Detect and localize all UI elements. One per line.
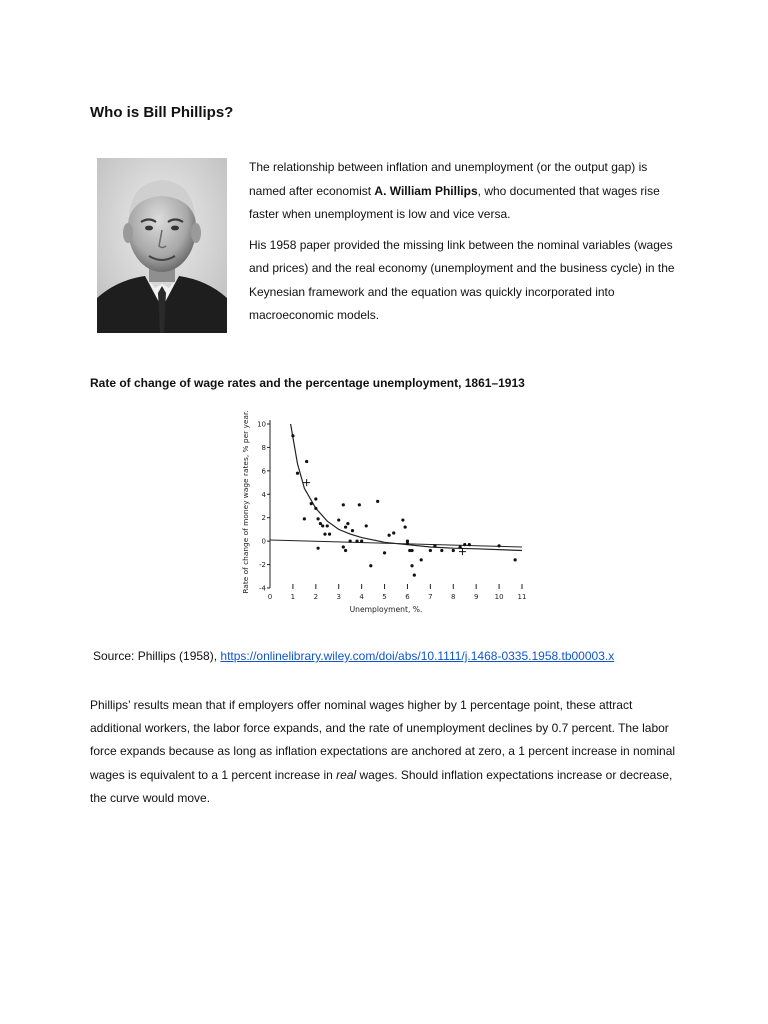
data-point	[452, 549, 455, 552]
y-tick-label: 2	[261, 514, 266, 523]
data-point	[410, 564, 413, 567]
cross-marker	[303, 479, 310, 486]
intro-p1-text: The relationship between inflation and unemployment (or the output gap) is named after economist	[249, 160, 648, 198]
data-point	[406, 542, 409, 545]
y-tick-label: 0	[261, 537, 266, 546]
y-tick-label: -4	[259, 584, 266, 593]
fitted-lines	[270, 424, 522, 551]
bill-phillips-portrait	[97, 158, 227, 333]
x-tick-label: 2	[313, 593, 319, 601]
chart-axes	[267, 420, 522, 589]
data-point	[291, 434, 294, 437]
body-text-end: wages. Should inflation expectations increase or decrease, the curve would move.	[90, 767, 673, 805]
x-tick-labels	[268, 593, 527, 601]
portrait-image	[97, 158, 227, 333]
data-point	[365, 524, 368, 527]
x-tick-label: 6	[405, 593, 410, 601]
data-point	[440, 549, 443, 552]
y-tick-label: -2	[259, 561, 266, 570]
data-point	[310, 502, 313, 505]
data-point	[305, 460, 308, 463]
y-tick-label: 4	[261, 490, 266, 499]
data-point	[344, 525, 347, 528]
data-point	[342, 503, 345, 506]
data-point	[355, 540, 358, 543]
x-tick-label: 0	[267, 593, 273, 601]
data-point	[337, 518, 340, 521]
cross-marker	[459, 548, 466, 555]
data-point	[420, 558, 423, 561]
body-text-start: Phillips’ results mean that if employers offer nominal wages higher by 1 percentage point, these attract additional workers, the labor force expands, and the rate of unemployment declines by 0.7 percent. The labor force expands because as long as inflation expectations are anchored at zero, a 1 percent increase in nominal wages is equivalent to a 1 percent increase in	[90, 698, 676, 782]
data-point	[401, 518, 404, 521]
data-point	[314, 497, 317, 500]
economist-name: A. William Phillips	[374, 183, 478, 198]
data-point	[342, 545, 345, 548]
x-tick-label: 7	[428, 593, 433, 601]
data-point	[321, 524, 324, 527]
data-point	[410, 549, 413, 552]
data-point	[376, 500, 379, 503]
data-point	[429, 549, 432, 552]
phillips-curve-chart	[236, 398, 536, 618]
x-tick-label: 8	[451, 593, 456, 601]
data-point	[344, 549, 347, 552]
y-tick-label: 6	[261, 467, 266, 476]
body-paragraph	[90, 694, 680, 810]
data-point	[433, 544, 436, 547]
data-point	[351, 529, 354, 532]
x-tick-label: 11	[517, 593, 527, 601]
data-point	[349, 540, 352, 543]
data-point	[392, 531, 395, 534]
y-tick-labels	[257, 421, 266, 593]
data-point	[303, 517, 306, 520]
page-heading: Who is Bill Phillips?	[90, 104, 234, 121]
y-tick-label: 10	[257, 420, 266, 429]
body-italic-real: real	[336, 767, 357, 782]
source-prefix: Source: Phillips (1958),	[93, 649, 221, 663]
y-tick-label: 8	[261, 443, 266, 452]
x-tick-label: 3	[336, 593, 341, 601]
x-tick-label: 9	[473, 593, 479, 601]
data-point	[314, 507, 317, 510]
data-point	[319, 522, 322, 525]
chart-title: Rate of change of wage rates and the percentage unemployment, 1861–1913	[90, 376, 525, 390]
data-point	[296, 472, 299, 475]
intro-text	[249, 156, 679, 335]
data-point	[326, 524, 329, 527]
intro-p1-text-end: , who documented that wages rise faster when unemployment is low and vice versa.	[249, 183, 660, 221]
data-point	[346, 522, 349, 525]
y-axis-label: Rate of change of money wage rates, % per year.	[241, 410, 250, 594]
data-point	[463, 543, 466, 546]
data-point	[388, 534, 391, 537]
data-point	[317, 517, 320, 520]
x-axis-label: Unemployment, %.	[349, 605, 423, 614]
intro-paragraph-1	[249, 156, 679, 227]
data-point	[369, 564, 372, 567]
phillips-curve-svg	[236, 398, 536, 618]
x-tick-label: 10	[494, 593, 504, 601]
data-point	[497, 544, 500, 547]
intro-paragraph-2: His 1958 paper provided the missing link between the nominal variables (wages and prices) and the real economy (unemployment and the business cycle) in the Keynesian framework and the equation was quickly incorporated into macroeconomic models.	[249, 237, 675, 322]
data-point	[404, 525, 407, 528]
data-point	[360, 540, 363, 543]
data-point	[514, 558, 517, 561]
data-point	[459, 545, 462, 548]
data-point	[358, 503, 361, 506]
x-tick-label: 1	[290, 593, 296, 601]
data-points	[291, 434, 516, 577]
trend-line	[270, 540, 522, 547]
fitted-curve	[291, 424, 522, 551]
data-point	[413, 574, 416, 577]
x-tick-label: 5	[382, 593, 387, 601]
x-tick-label: 4	[359, 593, 364, 601]
source-line	[93, 649, 614, 663]
data-point	[328, 533, 331, 536]
source-link[interactable]: https://onlinelibrary.wiley.com/doi/abs/10.1111/j.1468-0335.1958.tb00003.x	[220, 649, 615, 663]
data-point	[383, 551, 386, 554]
data-point	[323, 533, 326, 536]
data-point	[468, 543, 471, 546]
data-point	[317, 547, 320, 550]
